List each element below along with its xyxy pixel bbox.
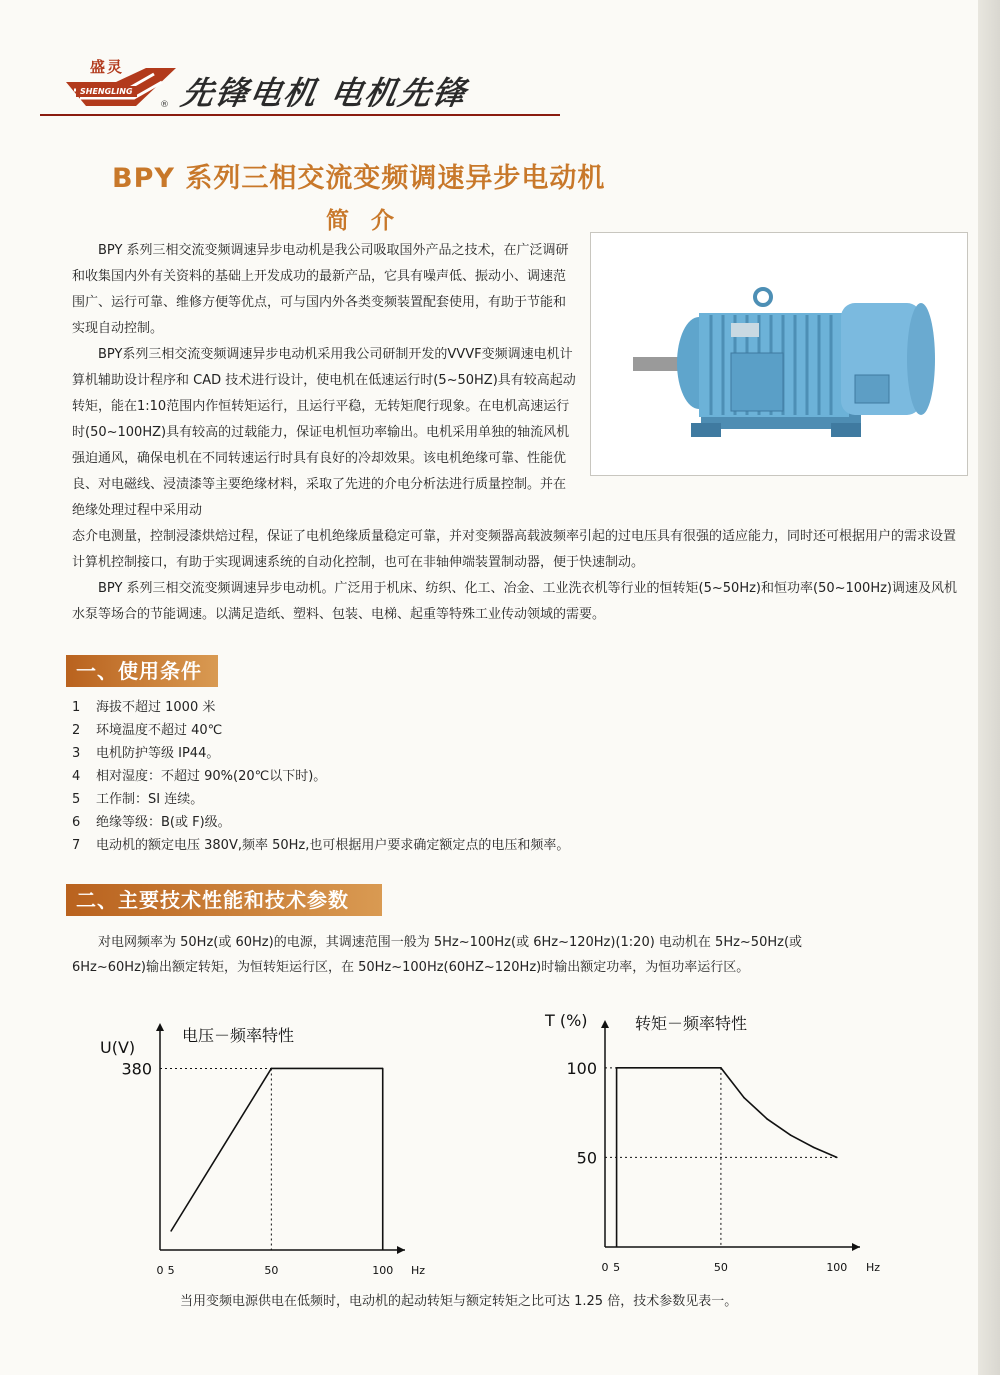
motor-photo <box>590 232 968 476</box>
x-axis-arrow-icon <box>852 1243 860 1251</box>
y-axis-label: U(V) <box>100 1038 136 1057</box>
list-item-number: 6 <box>72 815 81 830</box>
list-item <box>72 788 772 811</box>
list-item-number: 5 <box>72 792 81 807</box>
voltage-frequency-chart-svg <box>90 1005 430 1285</box>
chart-title: 电压－频率特性 <box>182 1026 295 1045</box>
list-item-text: 工作制：SI 连续。 <box>96 792 204 807</box>
x-tick-label: 5 <box>613 1261 621 1274</box>
page-edge <box>978 0 1000 1375</box>
intro-paragraph-3: BPY 系列三相交流变频调速异步电动机。广泛用于机床、纺织、化工、冶金、工业洗衣机等行业的恒转矩(5~50Hz)和恒功率(50~100Hz)调速及风机水泵等场合的节能调速。以满足造纸、塑料、包装、电梯、起重等特殊工业传动领域的需要。 <box>72 581 957 622</box>
list-item <box>72 811 772 834</box>
intro-paragraph-2-continued: 态介电测量，控制浸漆烘焙过程，保证了电机绝缘质量稳定可靠，并对变频器高载波频率引起的过电压具有很强的适应能力，同时还可根据用户的需求设置计算机控制接口，有助于实现调速系统的自动化控制，也可在非轴伸端装置制动器，便于快速制动。 <box>72 529 957 570</box>
section-heading-conditions: 一、使用条件 <box>66 655 218 687</box>
specs-paragraph-line-2: 6Hz~60Hz)输出额定转矩，为恒转矩运行区，在 50Hz~100Hz(60HZ~120Hz)时输出额定功率，为恒功率运行区。 <box>72 960 750 975</box>
intro-text <box>72 238 577 524</box>
list-item-number: 3 <box>72 746 81 761</box>
series-point <box>743 1097 745 1099</box>
x-tick-label: 50 <box>713 1261 728 1274</box>
logo-chinese-text: 盛灵 <box>90 58 125 76</box>
list-item-text: 电机防护等级 IP44。 <box>96 746 220 761</box>
section-subtitle: 简介 <box>326 208 416 234</box>
series-point <box>813 1147 815 1149</box>
list-item-text: 海拔不超过 1000 米 <box>96 700 216 715</box>
torque-frequency-chart <box>530 1000 890 1285</box>
x-tick-label: 0 <box>156 1264 164 1277</box>
header <box>40 54 580 114</box>
series-point <box>766 1118 768 1120</box>
list-item <box>72 742 772 765</box>
voltage-frequency-chart <box>90 1005 430 1285</box>
x-tick-label: 100 <box>372 1264 394 1277</box>
y-tick-label: 380 <box>121 1059 152 1079</box>
list-item <box>72 696 772 719</box>
chart-title: 转矩－频率特性 <box>635 1014 748 1033</box>
list-item-text: 绝缘等级：B(或 F)级。 <box>96 815 231 830</box>
y-axis-arrow-icon <box>156 1023 164 1031</box>
list-item <box>72 719 772 742</box>
list-item-number: 4 <box>72 769 81 784</box>
intro-paragraph-1: BPY 系列三相交流变频调速异步电动机是我公司吸取国外产品之技术，在广泛调研和收集国内外有关资料的基础上开发成功的最新产品，它具有噪声低、振动小、调速范围广、运行可靠、维修方便等优点，可与国内外各类变频装置配套使用，有助于节能和实现自动控制。 <box>72 243 569 336</box>
series-line <box>617 1068 837 1158</box>
x-axis-label: Hz <box>866 1261 881 1274</box>
page-title: BPY 系列三相交流变频调速异步电动机 <box>112 163 606 194</box>
list-item-text: 环境温度不超过 40℃ <box>96 723 223 738</box>
x-tick-label: 5 <box>167 1264 175 1277</box>
logo-english-text: SHENGLING <box>76 86 137 97</box>
torque-frequency-chart-svg <box>530 1000 890 1285</box>
specs-paragraph-line-1: 对电网频率为 50Hz(或 60Hz)的电源，其调速范围一般为 5Hz~100Hz(或 6Hz~120Hz)(1:20) 电动机在 5Hz~50Hz(或 <box>98 935 803 950</box>
intro-text-full-width <box>72 524 957 628</box>
y-axis-label: T (%) <box>545 1011 588 1030</box>
y-tick-label: 50 <box>576 1148 597 1168</box>
section-heading-specs: 二、主要技术性能和技术参数 <box>66 884 382 916</box>
x-axis-label: Hz <box>411 1264 426 1277</box>
list-item <box>72 765 772 788</box>
x-tick-label: 100 <box>826 1261 848 1274</box>
x-tick-label: 50 <box>264 1264 279 1277</box>
motor-icon <box>591 233 967 475</box>
x-axis-arrow-icon <box>397 1246 405 1254</box>
series-line <box>171 1068 383 1230</box>
y-tick-label: 100 <box>566 1058 597 1078</box>
registered-mark: ® <box>160 100 169 110</box>
list-item <box>72 834 772 857</box>
series-point <box>790 1134 792 1136</box>
list-item-number: 7 <box>72 838 81 853</box>
series-point <box>170 1230 172 1232</box>
company-logo <box>56 60 186 108</box>
list-item-number: 2 <box>72 723 81 738</box>
x-tick-label: 0 <box>601 1261 609 1274</box>
y-axis-arrow-icon <box>601 1020 609 1028</box>
list-item-text: 相对湿度：不超过 90%(20℃以下时)。 <box>96 769 327 784</box>
header-divider <box>40 114 560 116</box>
conditions-list <box>72 696 772 857</box>
specs-paragraph <box>72 930 957 980</box>
list-item-number: 1 <box>72 700 81 715</box>
slogan: 先锋电机 电机先锋 <box>178 74 471 112</box>
intro-paragraph-2: BPY系列三相交流变频调速异步电动机采用我公司研制开发的VVVF变频调速电机计算机辅助设计程序和 CAD 技术进行设计，使电机在低速运行时(5~50HZ)具有较高起动转矩，能在1:10范围内作恒转矩运行，且运行平稳，无转矩爬行现象。在电机高速运行时(50~100HZ)具有较高的过载能力，保证电机恒功率输出。电机采用单独的轴流风机强迫通风，确保电机在不同转速运行时具有良好的冷却效果。该电机绝缘可靠、性能优良、对电磁线、浸渍漆等主要绝缘材料，采取了先进的介电分析法进行质量控制。并在绝缘处理过程中采用动 <box>72 347 576 518</box>
list-item-text: 电动机的额定电压 380V,频率 50Hz,也可根据用户要求确定额定点的电压和频率。 <box>96 838 570 853</box>
footnote: 当用变频电源供电在低频时，电动机的起动转矩与额定转矩之比可达 1.25 倍，技术参数见表一。 <box>180 1294 738 1309</box>
